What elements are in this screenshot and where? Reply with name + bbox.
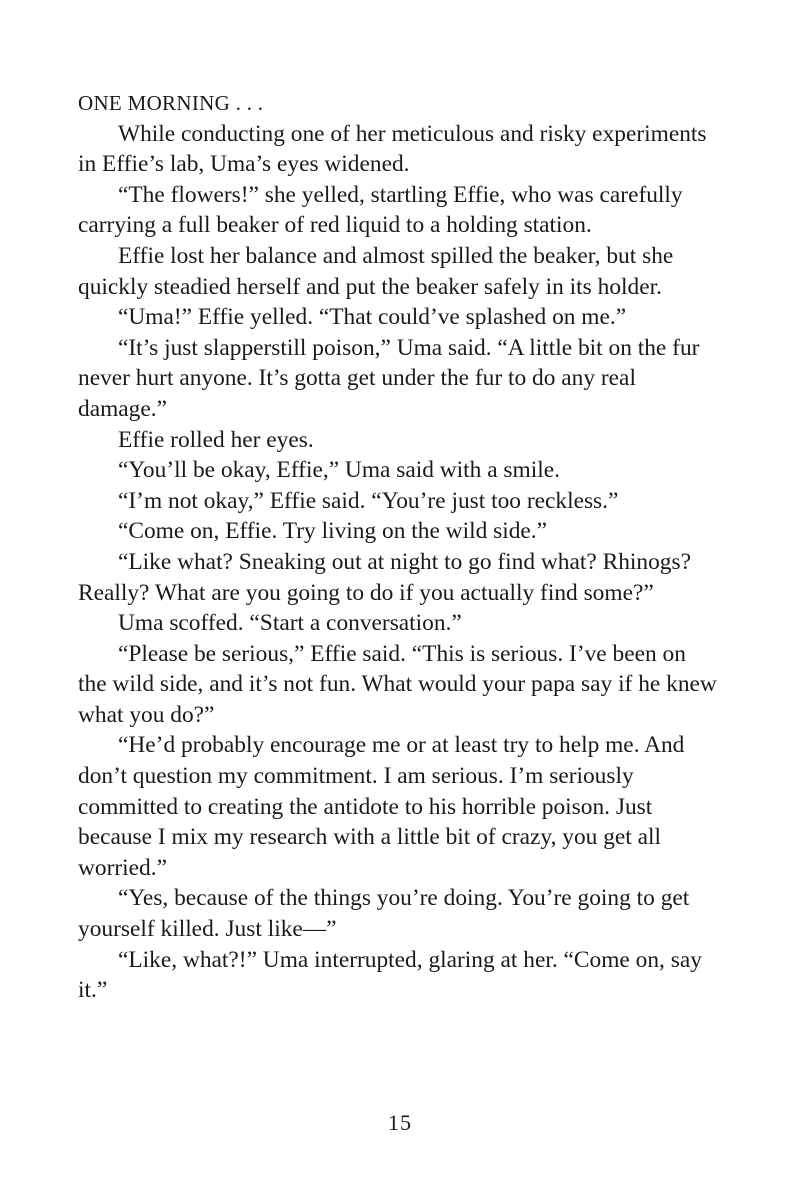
paragraph: Effie rolled her eyes.: [118, 426, 314, 453]
paragraph: “I’m not okay,” Effie said. “You’re just too reckless.”: [118, 487, 619, 514]
paragraph: “You’ll be okay, Effie,” Uma said with a smile.: [118, 457, 560, 484]
paragraph: “The flowers!” she yelled, startling Effie, who was carefully carrying a full beaker of red liquid to a holding station.: [78, 181, 683, 239]
paragraph: Effie lost her balance and almost spilled the beaker, but she quickly steadied herself and put the beaker safely in its holder.: [78, 242, 674, 300]
paragraph: “Yes, because of the things you’re doing. You’re going to get yourself killed. Just like—”: [78, 885, 690, 943]
paragraph: “Come on, Effie. Try living on the wild side.”: [118, 518, 548, 545]
paragraph: “Uma!” Effie yelled. “That could’ve splashed on me.”: [118, 304, 627, 331]
paragraph: While conducting one of her meticulous and risky experiments in Effie’s lab, Uma’s eyes widened.: [78, 120, 707, 178]
paragraph: Uma scoffed. “Start a conversation.”: [118, 610, 462, 637]
paragraph: “Like, what?!” Uma interrupted, glaring at her. “Come on, say it.”: [78, 946, 702, 1004]
paragraph: “He’d probably encourage me or at least try to help me. And don’t question my commitment. I am serious. I’m seriously committed to creating the antidote to his horrible poison. Just because I mix my research with a little bit of crazy, you get all worried.”: [78, 732, 685, 881]
section-heading: ONE MORNING . . .: [78, 91, 264, 115]
page-number: 15: [388, 1110, 412, 1135]
paragraph: “It’s just slapperstill poison,” Uma said. “A little bit on the fur never hurt anyone. It’s gotta get under the fur to do any real damage.”: [78, 334, 700, 422]
paragraph: “Like what? Sneaking out at night to go find what? Rhinogs? Really? What are you going to do if you actually find some?”: [78, 548, 691, 606]
paragraph: “Please be serious,” Effie said. “This is serious. I’ve been on the wild side, and it’s not fun. What would your papa say if he knew what you do?”: [78, 640, 717, 728]
body-text: [78, 88, 718, 1006]
